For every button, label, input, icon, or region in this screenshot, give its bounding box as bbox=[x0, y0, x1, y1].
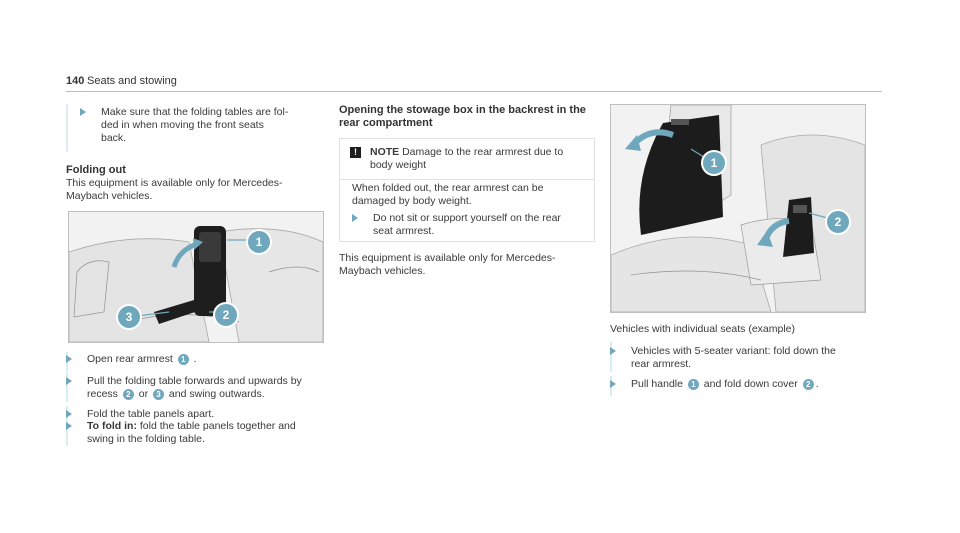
callout-1: 1 bbox=[246, 229, 272, 255]
availability-text bbox=[66, 177, 283, 203]
section-heading-folding-out: Folding out bbox=[66, 164, 126, 176]
page-header bbox=[66, 71, 882, 92]
note-header-text bbox=[370, 146, 563, 172]
callout-ref-3: 3 bbox=[153, 389, 164, 400]
step-text-part: and fold down cover bbox=[700, 378, 801, 390]
text-line bbox=[370, 146, 563, 159]
arrow-icon bbox=[66, 355, 72, 363]
step-pull-table bbox=[66, 375, 328, 401]
step-text-part: recess bbox=[87, 388, 121, 400]
heading-line: rear compartment bbox=[339, 117, 433, 129]
callout-ref-1: 1 bbox=[688, 379, 699, 390]
step-line bbox=[610, 378, 872, 391]
section-title: Seats and stowing bbox=[87, 75, 177, 87]
callout-2: 2 bbox=[213, 302, 239, 328]
step-line bbox=[66, 420, 328, 433]
stowage-box-illustration bbox=[611, 105, 865, 312]
arrow-icon bbox=[66, 377, 72, 385]
step-text-part: . bbox=[815, 378, 819, 390]
figure-caption: Vehicles with individual seats (example) bbox=[610, 323, 796, 335]
arrow-icon bbox=[80, 108, 86, 116]
page-number: 140 bbox=[66, 75, 85, 87]
folding-table-illustration bbox=[69, 212, 323, 342]
step-bar bbox=[66, 104, 68, 152]
step-text-part: or bbox=[135, 388, 152, 400]
step-line: ded in when moving the front seats bbox=[101, 119, 264, 131]
text-part: Damage to the rear armrest due to bbox=[399, 146, 564, 158]
note-header bbox=[340, 139, 594, 180]
text-line: body weight bbox=[370, 159, 427, 171]
availability-text-middle bbox=[339, 252, 556, 278]
step-line: seat armrest. bbox=[373, 225, 435, 237]
arrow-icon bbox=[66, 410, 72, 418]
step-line: swing in the folding table. bbox=[87, 433, 205, 445]
step-open-armrest bbox=[66, 353, 326, 366]
text-line: Maybach vehicles. bbox=[66, 190, 153, 202]
callout-2: 2 bbox=[825, 209, 851, 235]
step-text-part: . bbox=[190, 353, 197, 365]
step-line bbox=[66, 353, 326, 366]
arrow-icon bbox=[66, 422, 72, 430]
arrow-icon bbox=[610, 380, 616, 388]
heading-line: Opening the stowage box in the backrest in the bbox=[339, 104, 586, 116]
callout-1: 1 bbox=[701, 150, 727, 176]
step-line: back. bbox=[101, 132, 127, 144]
text-line: damaged by body weight. bbox=[352, 195, 472, 207]
step-bold-label: To fold in: bbox=[87, 420, 137, 432]
step-pull-handle bbox=[610, 378, 872, 391]
step-line: Pull the folding table forwards and upwards by bbox=[87, 375, 302, 387]
arrow-icon bbox=[610, 347, 616, 355]
callout-ref-2: 2 bbox=[803, 379, 814, 390]
text-line: When folded out, the rear armrest can be bbox=[352, 182, 544, 194]
callout-3: 3 bbox=[116, 304, 142, 330]
step-line: Vehicles with 5-seater variant: fold down the bbox=[631, 345, 836, 357]
callout-ref-1: 1 bbox=[178, 354, 189, 365]
step-fold-down-armrest bbox=[610, 345, 870, 371]
intro-step bbox=[80, 106, 325, 145]
step-text-part: Pull handle bbox=[631, 378, 686, 390]
text-line: This equipment is available only for Mercedes- bbox=[339, 252, 556, 264]
note-body bbox=[352, 182, 543, 208]
warning-icon: ! bbox=[350, 147, 361, 158]
figure-folding-table bbox=[68, 211, 324, 343]
step-line: rear armrest. bbox=[631, 358, 692, 370]
arrow-icon bbox=[352, 214, 358, 222]
step-line bbox=[66, 388, 328, 401]
note-step bbox=[352, 212, 588, 238]
note-label: NOTE bbox=[370, 146, 400, 158]
step-fold-in bbox=[66, 420, 328, 446]
step-text-part: and swing outwards. bbox=[166, 388, 265, 400]
callout-ref-2: 2 bbox=[123, 389, 134, 400]
section-heading-stowage-box bbox=[339, 104, 586, 130]
step-line: Fold the table panels apart. bbox=[87, 408, 215, 420]
step-text-part: Open rear armrest bbox=[87, 353, 176, 365]
step-line: Make sure that the folding tables are fol- bbox=[101, 106, 289, 118]
step-line: Do not sit or support yourself on the rear bbox=[373, 212, 561, 224]
text-line: Maybach vehicles. bbox=[339, 265, 426, 277]
figure-stowage-box bbox=[610, 104, 866, 313]
step-text-part: fold the table panels together and bbox=[136, 420, 296, 432]
note-box bbox=[339, 138, 595, 242]
text-line: This equipment is available only for Mercedes- bbox=[66, 177, 283, 189]
